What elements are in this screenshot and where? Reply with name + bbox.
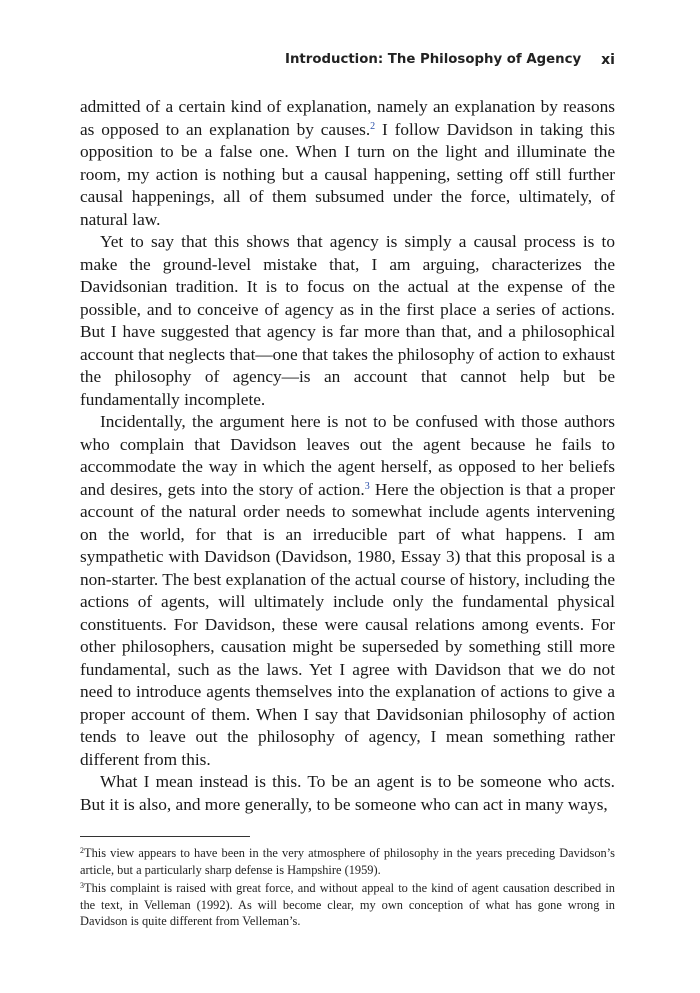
footnote-text: This complaint is raised with great force, and without appeal to the kind of agent causation described in the text, in Velleman (1992). As will become clear, my own conception of what has gone wrong in Davidson is quite different from Velleman’s.	[80, 881, 615, 928]
paragraph-text: What I mean instead is this. To be an agent is to be someone who acts. But it is also, and more generally, to be someone who can act in many ways,	[80, 772, 615, 814]
paragraph-text: Here the objection is that a proper account of the natural order needs to somewhat include agents intervening on the world, for that is an irreducible part of what happens. I am sympathetic with Davidson (Davidson, 1980, Essay 3) that this proposal is a non-starter. The best explanation of the actual course of history, including the actions of agents, will ultimately include only the fundamental physical constituents. For Davidson, these were causal relations among events. For other philosophers, causation might be superseded by something still more fundamental, such as the laws. Yet I agree with Davidson that we do not need to introduce agents themselves into the explanation of actions to give a proper account of them. When I say that Davidsonian philosophy of action tends to leave out the philosophy of agency, I mean something rather different from this.	[80, 479, 616, 769]
body-text	[80, 96, 615, 816]
paragraph-text: Incidentally, the argument here is not to be confused with those authors who complain that Davidson leaves out the agent because he fails to accommodate the way in which the agent herself, as opposed to her beliefs and desires, gets into the story of action.	[80, 412, 615, 499]
footnote-marker: 2	[80, 846, 84, 855]
footnote-ref-2[interactable]: 2	[370, 120, 376, 132]
paragraph	[80, 231, 615, 411]
footnote-3	[80, 880, 615, 930]
footnote-ref-3[interactable]: 3	[364, 480, 370, 492]
running-head-title: Introduction: The Philosophy of Agency	[285, 52, 582, 67]
running-head	[80, 52, 615, 72]
paragraph	[80, 411, 615, 771]
paragraph-text: I follow Davidson in taking this opposition to be a false one. When I turn on the light and illuminate the room, my action is nothing but a causal happening, setting off still further causal happenings, all of them subsumed under the force, ultimately, of natural law.	[80, 119, 615, 229]
footnote-text: This view appears to have been in the very atmosphere of philosophy in the years preceding Davidson’s article, but a particularly sharp defense is Hampshire (1959).	[80, 846, 615, 877]
footnote-divider	[80, 836, 250, 837]
page-number: xi	[601, 52, 615, 68]
footnote-2	[80, 845, 615, 878]
paragraph-continued	[80, 96, 615, 231]
footnotes	[80, 845, 615, 932]
footnote-marker: 3	[80, 881, 84, 890]
paragraph-text: Yet to say that this shows that agency is simply a causal process is to make the ground-level mistake that, I am arguing, characterizes the Davidsonian tradition. It is to focus on the actual at the expense of the possible, and to conceive of agency as in the first place a series of actions. But I have suggested that agency is far more than that, and a philosophical account that neglects that—one that takes the philosophy of action to exhaust the philosophy of agency—is an account that cannot help but be fundamentally incomplete.	[80, 232, 615, 409]
paragraph	[80, 771, 615, 816]
paragraph-text: admitted of a certain kind of explanation, namely an explanation by reasons as opposed to an explanation by causes.	[80, 97, 615, 139]
